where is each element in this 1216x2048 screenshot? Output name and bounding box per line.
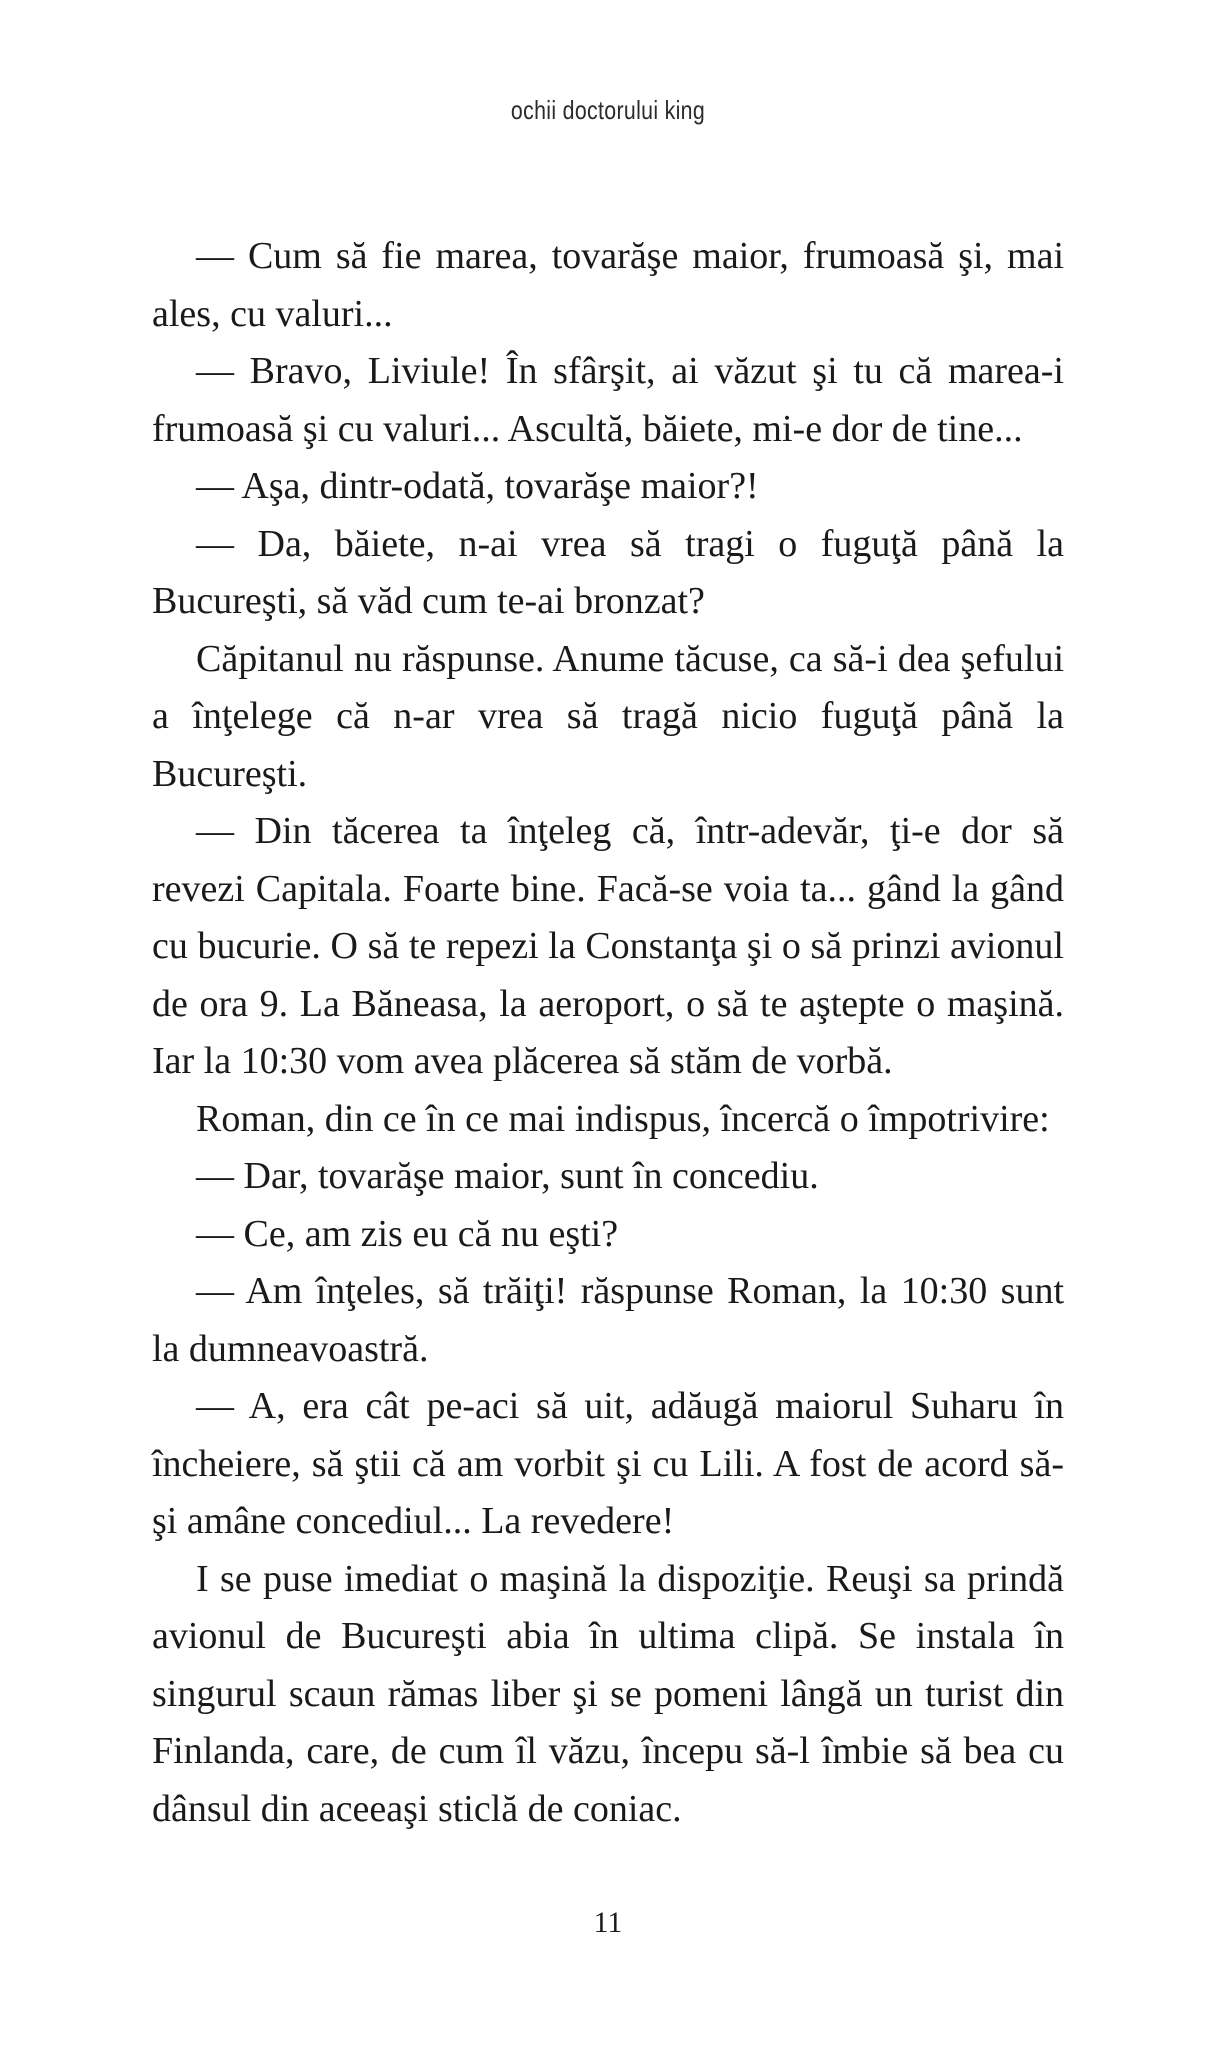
paragraph: — Dar, tovarăşe maior, sunt în concediu. (196, 1155, 819, 1197)
body-text-block (152, 228, 1064, 1838)
paragraph: Roman, din ce în ce mai indispus, încercă o împotrivire: (196, 1097, 1050, 1140)
paragraph: — Am înţeles, să trăiţi! răspunse Roman, la 10:30 sunt la dumneavoastră. (152, 1270, 1064, 1370)
paragraph: — Bravo, Liviule! În sfârşit, ai văzut şi tu că marea-i frumoasă şi cu valuri... Ascultă, băiete, mi-e dor de tine... (152, 350, 1064, 450)
paragraph: — Cum să fie marea, tovarăşe maior, frumoasă şi, mai ales, cu valuri... (152, 235, 1064, 335)
page-number: 11 (593, 1906, 623, 1939)
paragraph: — A, era cât pe-aci să uit, adăugă maiorul Suharu în încheiere, să ştii că am vorbit şi cu Lili. A fost de acord să-şi amâne concediul... La revedere! (152, 1385, 1064, 1542)
paragraph: — Da, băiete, n-ai vrea să tragi o fuguţă până la Bucureşti, să văd cum te-ai bronzat? (152, 522, 1064, 622)
paragraph: Căpitanul nu răspunse. Anume tăcuse, ca să-i dea şefului a înţelege că n-ar vrea să tragă nicio fuguţă până la Bucureşti. (152, 637, 1064, 795)
paragraph: — Din tăcerea ta înţeleg că, într-adevăr, ţi-e dor să revezi Capitala. Foarte bine. Facă-se voia ta... gând la gând cu bucurie. O să te repezi la Constanţa şi o să prinzi avionul de ora 9. La Băneasa, la aeroport, o să te aştepte o maşină. Iar la 10:30 vom avea plăcerea să stăm de vorbă. (152, 810, 1064, 1082)
paragraph: — Ce, am zis eu că nu eşti? (196, 1212, 619, 1255)
paragraph: I se puse imediat o maşină la dispoziţie. Reuşi sa prindă avionul de Bucureşti abia în ultima clipă. Se instala în singurul scaun rămas liber şi se pomeni lângă un turist din Finlanda, care, de cum îl văzu, începu să-l îmbie să bea cu dânsul din aceeaşi sticlă de coniac. (152, 1557, 1064, 1830)
running-header: ochii doctorului king (510, 95, 706, 125)
paragraph: — Aşa, dintr-odată, tovarăşe maior?! (196, 465, 759, 507)
